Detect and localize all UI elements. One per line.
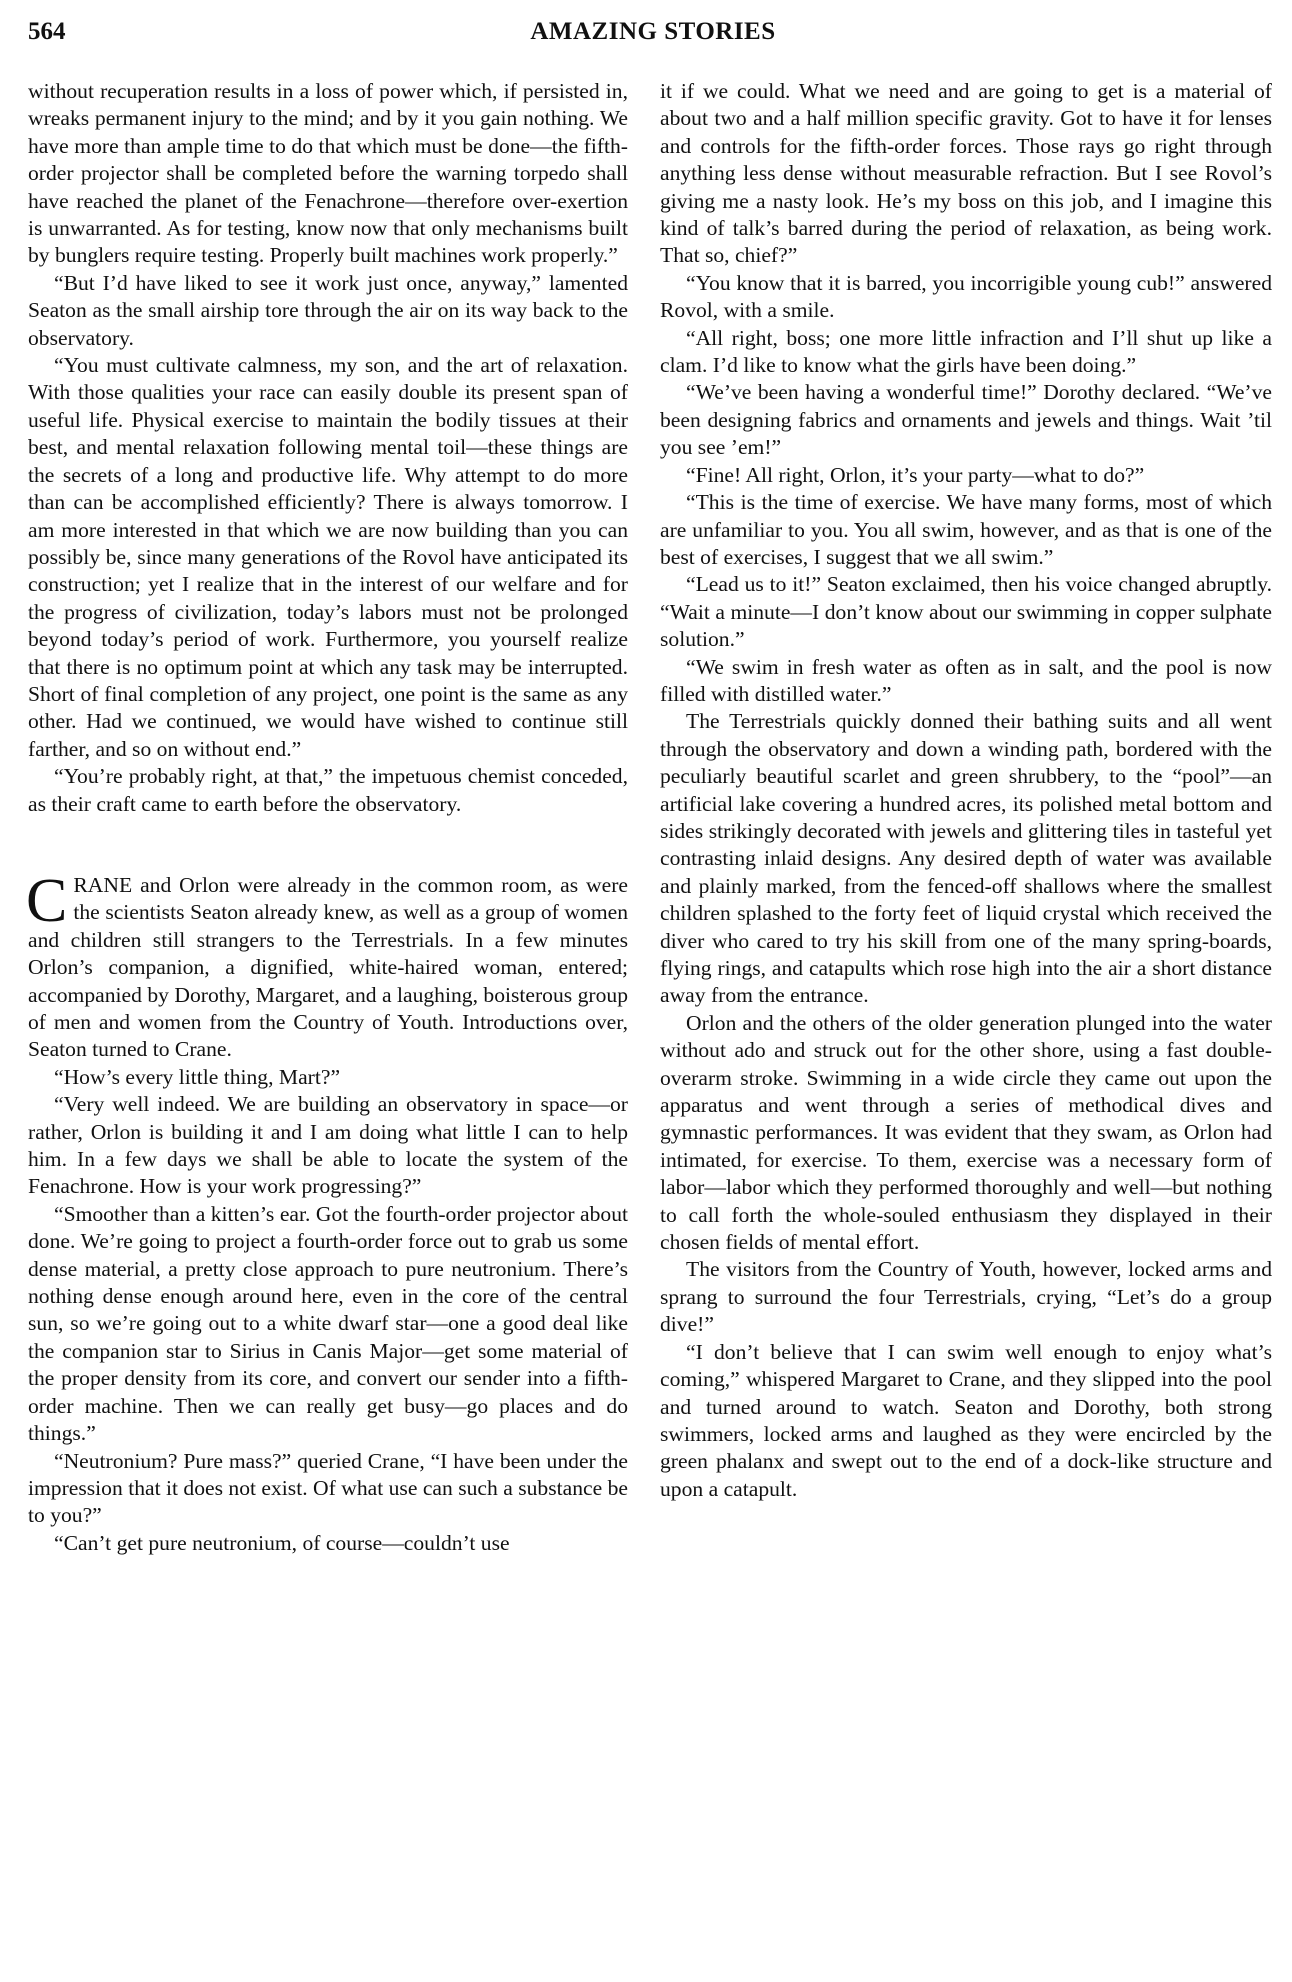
paragraph: “You must cultivate calmness, my son, and the art of relaxation. With those qualities your race can easily double its present span of useful life. Physical exercise to maintain the bodily tissues at their best, and mental relaxation following mental toil—these things are the secrets of a long and productive life. Why attempt to do more than can be accomplished efficiently? There is always tomorrow. I am more interested in that which we are now building than you can possibly be, since many generations of the Rovol have anticipated its construction; yet I realize that in the interest of our welfare and for the progress of civilization, today’s labors must not be prolonged beyond today’s period of work. Furthermore, you yourself realize that there is no optimum point at which any task may be interrupted. Short of final completion of any project, one point is the same as any other. Had we continued, we would have wished to continue still farther, and so on without end.” (28, 353, 628, 761)
lead-word: RANE (73, 872, 133, 897)
paragraph: “Can’t get pure neutronium, of course—couldn’t use (54, 1530, 510, 1555)
paragraph: “This is the time of exercise. We have many forms, most of which are unfamiliar to you. You all swim, however, and as that is one of the best of exercises, I suggest that we all swim.” (660, 490, 1272, 569)
page-header (28, 18, 1278, 50)
left-column (28, 78, 628, 1557)
running-title: AMAZING STORIES (530, 18, 776, 45)
section-break (28, 818, 628, 872)
paragraph: The visitors from the Country of Youth, however, locked arms and sprang to surround the four Terrestrials, crying, “Let’s do a group dive!” (660, 1257, 1272, 1337)
paragraph: it if we could. What we need and are going to get is a material of about two and a half million specific gravity. Got to have it for lenses and controls for the fifth-order forces. Those rays go right through anything less dense without measurable refraction. But I see Rovol’s giving me a nasty look. He’s my boss on this job, and I imagine this kind of talk’s barred during the period of relaxation, as being work. That so, chief?” (660, 79, 1272, 268)
paragraph: “How’s every little thing, Mart?” (54, 1064, 341, 1089)
paragraph: without recuperation results in a loss of power which, if persisted in, wreaks permanent injury to the mind; and by it you gain nothing. We have more than ample time to do that which must be done—the fifth-order projector shall be completed before the warning torpedo shall have reached the planet of the Fenachrone—therefore over-exertion is unwarranted. As for testing, know now that only mechanisms built by bunglers require testing. Properly built machines work properly.” (28, 79, 628, 268)
drop-cap: C (26, 866, 68, 935)
paragraph: “You know that it is barred, you incorrigible young cub!” answered Rovol, with a smile. (660, 270, 1272, 323)
paragraph: “I don’t believe that I can swim well enough to enjoy what’s coming,” whispered Margaret to Crane, and they slipped into the pool and turned around to watch. Seaton and Dorothy, both strong swimmers, locked arms and laughed as they were encircled by the green phalanx and swept out to the end of a dock-like structure and upon a catapult. (660, 1339, 1272, 1501)
paragraph: Orlon and the others of the older generation plunged into the water without ado and struck out for the other shore, using a fast double-overarm stroke. Swimming in a wide circle they came out upon the apparatus and went through a series of methodical dives and gymnastic performances. It was evident that they swam, as Orlon had intimated, for exercise. To them, exercise was a necessary form of labor—labor which they performed thoroughly and well—but nothing to call forth the whole-souled enthusiasm they displayed in their chosen fields of mental effort. (660, 1010, 1272, 1255)
paragraph-text: and Orlon were already in the common room, as were the scientists Seaton already knew, as well as a group of women and children still strangers to the Terrestrials. In a few minutes Orlon’s companion, a dignified, white-haired woman, entered; accompanied by Dorothy, Margaret, and a laughing, boisterous group of men and women from the Country of Youth. Introductions over, Seaton turned to Crane. (28, 872, 628, 1062)
paragraph: “But I’d have liked to see it work just once, anyway,” lamented Seaton as the small airship tore through the air on its way back to the observatory. (28, 270, 628, 350)
paragraph: “Smoother than a kitten’s ear. Got the fourth-order projector about done. We’re going to project a fourth-order force out to grab us some dense material, a pretty close approach to pure neutronium. There’s nothing dense enough around here, even in the core of the central sun, so we’re going out to a white dwarf star—one a good deal like the companion star to Sirius in Canis Major—get some material of the proper density from its core, and convert our sender into a fifth-order machine. Then we can really get busy—go places and do things.” (28, 1201, 628, 1446)
section-opening-paragraph (26, 866, 628, 1064)
paragraph: “We swim in fresh water as often as in salt, and the pool is now filled with distilled water.” (660, 654, 1272, 706)
paragraph: “All right, boss; one more little infraction and I’ll shut up like a clam. I’d like to know what the girls have been doing.” (660, 325, 1272, 378)
paragraph: “Fine! All right, Orlon, it’s your party—what to do?” (686, 462, 1145, 487)
paragraph: “Lead us to it!” Seaton exclaimed, then his voice changed abruptly. “Wait a minute—I don’t know about our swimming in copper sulphate solution.” (660, 572, 1272, 652)
paragraph: “We’ve been having a wonderful time!” Dorothy declared. “We’ve been designing fabrics and ornaments and jewels and things. Wait ’til you see ’em!” (660, 380, 1272, 460)
paragraph: “Very well indeed. We are building an observatory in space—or rather, Orlon is building it and I am doing what little I can to help him. In a few days we shall be able to locate the system of the Fenachrone. How is your work progressing?” (28, 1092, 628, 1199)
paragraph: The Terrestrials quickly donned their bathing suits and all went through the observatory and down a winding path, bordered with the peculiarly beautiful scarlet and green shrubbery, to the “pool”—an artificial lake covering a hundred acres, its polished metal bottom and sides strikingly decorated with jewels and glittering tiles in tasteful yet contrasting inlaid designs. Any desired depth of water was available and plainly marked, from the fenced-off shallows where the smallest children splashed to the forty feet of liquid crystal which received the diver who cared to try his skill from one of the many spring-boards, flying rings, and catapults which rose high into the air a short distance away from the entrance. (660, 709, 1272, 1008)
paragraph: “Neutronium? Pure mass?” queried Crane, “I have been under the impression that it does not exist. Of what use can such a substance be to you?” (28, 1448, 628, 1528)
page-number: 564 (28, 18, 66, 45)
paragraph: “You’re probably right, at that,” the impetuous chemist conceded, as their craft came to earth before the observatory. (28, 764, 628, 816)
right-column (660, 78, 1272, 1503)
